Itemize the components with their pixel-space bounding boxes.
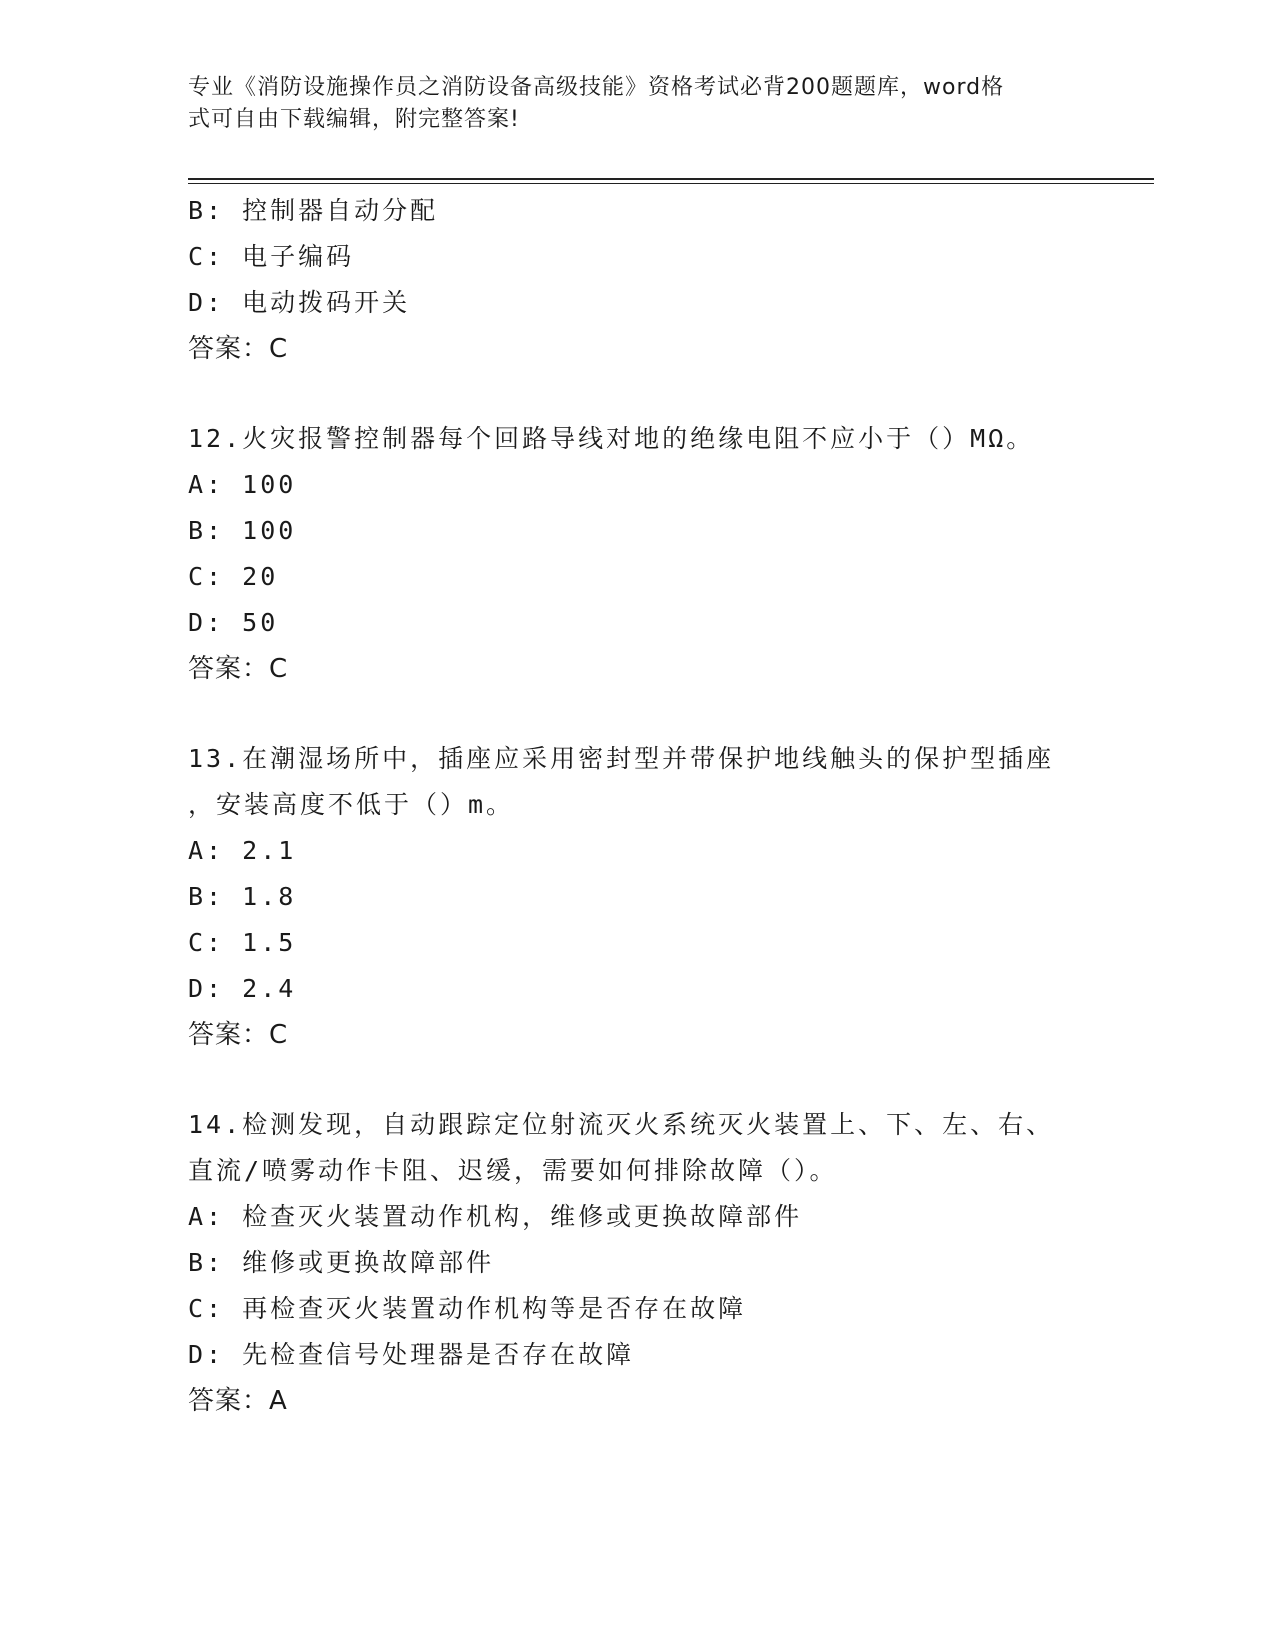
question-13 xyxy=(188,736,1088,1058)
answer: 答案：C xyxy=(188,1020,289,1050)
answer: 答案：C xyxy=(188,654,289,684)
option-d: D: 先检查信号处理器是否存在故障 xyxy=(188,1340,635,1369)
question-12 xyxy=(188,416,1088,692)
question-text-line-2: ，安装高度不低于（）m。 xyxy=(188,790,515,819)
option-a: A: 2.1 xyxy=(188,836,297,865)
question-text-line-1: 13.在潮湿场所中，插座应采用密封型并带保护地线触头的保护型插座 xyxy=(188,744,1055,773)
header-line-2: 式可自由下载编辑，附完整答案! xyxy=(188,107,520,132)
option-c: C: 20 xyxy=(188,562,279,591)
document-header xyxy=(188,72,1068,136)
header-rule-thin xyxy=(188,183,1154,184)
option-d: D: 电动拨码开关 xyxy=(188,288,411,317)
option-c: C: 1.5 xyxy=(188,928,297,957)
option-b: B: 控制器自动分配 xyxy=(188,196,439,225)
option-b: B: 维修或更换故障部件 xyxy=(188,1248,495,1277)
question-14 xyxy=(188,1102,1088,1424)
question-11 xyxy=(188,188,1088,372)
option-b: B: 100 xyxy=(188,516,297,545)
header-rule-thick xyxy=(188,178,1154,180)
option-c: C: 再检查灭火装置动作机构等是否存在故障 xyxy=(188,1294,747,1323)
header-line-1: 专业《消防设施操作员之消防设备高级技能》资格考试必背200题题库，word格 xyxy=(188,75,1005,100)
question-text: 12.火灾报警控制器每个回路导线对地的绝缘电阻不应小于（）MΩ。 xyxy=(188,424,1035,453)
option-c: C: 电子编码 xyxy=(188,242,355,271)
question-list xyxy=(188,188,1088,1424)
question-text-line-1: 14.检测发现，自动跟踪定位射流灭火系统灭火装置上、下、左、右、 xyxy=(188,1110,1055,1139)
option-d: D: 2.4 xyxy=(188,974,297,1003)
option-a: A: 检查灭火装置动作机构，维修或更换故障部件 xyxy=(188,1202,803,1231)
option-d: D: 50 xyxy=(188,608,279,637)
option-a: A: 100 xyxy=(188,470,297,499)
option-b: B: 1.8 xyxy=(188,882,297,911)
question-text-line-2: 直流/喷雾动作卡阻、迟缓，需要如何排除故障（）。 xyxy=(188,1156,838,1185)
answer: 答案：A xyxy=(188,1386,288,1416)
answer: 答案：C xyxy=(188,334,289,364)
